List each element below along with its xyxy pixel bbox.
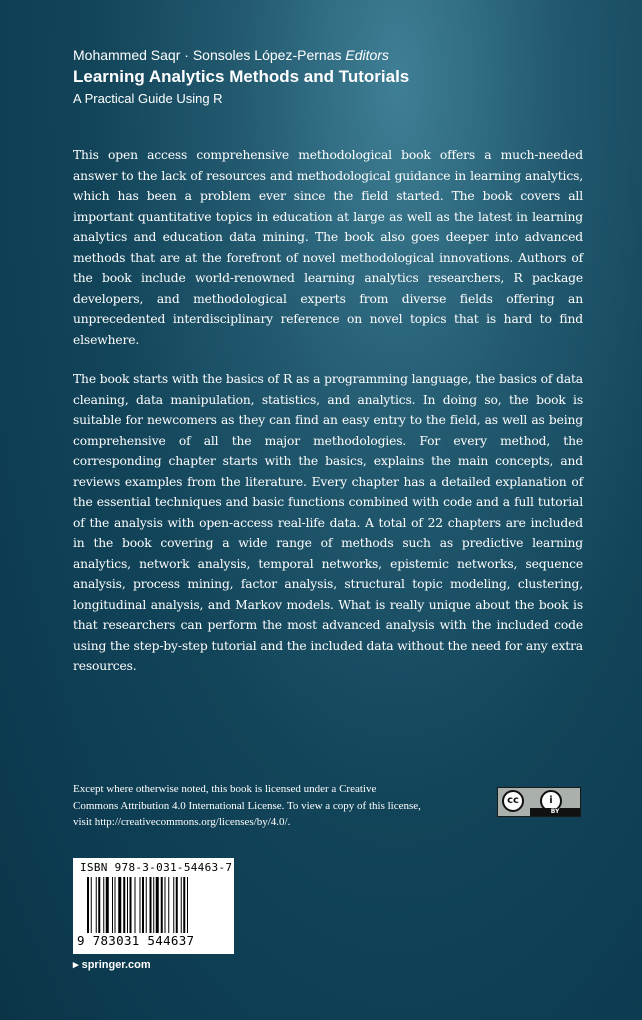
barcode-bar [173, 877, 174, 933]
barcode-bar [130, 877, 132, 933]
barcode-bar [87, 877, 89, 933]
barcode-bar [150, 877, 152, 933]
barcode-bar [123, 877, 125, 933]
editors-names: Mohammed Saqr · Sonsoles López-Pernas [73, 47, 342, 63]
barcode-bar [135, 877, 136, 933]
barcode-bar [91, 877, 92, 933]
blurb-paragraph-1: This open access comprehensive methodological book offers a much-needed answer to the lack of resources and methodological guidance in learning analytics, which has been a problem ever since the field started. The book covers all important quantitative topics in education at large as well as the latest in learning analytics and education data mining. The book also goes deeper into advanced methods that are at the forefront of novel methodological innovations. Authors of the book include world-renowned learning analytics researchers, R package developers, and methodological experts from diverse fields offering an unprecedented interdisciplinary reference on novel topics that is hard to find elsewhere. [73, 148, 583, 347]
isbn-barcode [73, 858, 234, 954]
by-label: BY [530, 808, 580, 816]
barcode-bar [103, 877, 104, 933]
barcode-bar [96, 877, 97, 933]
editors-role: Editors [345, 47, 389, 63]
barcode-bar [156, 877, 159, 933]
editors-line [73, 46, 593, 64]
barcode-bars [87, 877, 223, 933]
barcode-bar [142, 877, 144, 933]
barcode-bar [181, 877, 182, 933]
barcode-bar [118, 877, 121, 933]
barcode-bar [176, 877, 178, 933]
book-subtitle: A Practical Guide Using R [73, 91, 223, 106]
blurb-paragraph-2: The book starts with the basics of R as a programming language, the basics of data cleaning, data manipulation, statistics, and analytics. In doing so, the book is suitable for newcomers as they can find an easy entry to the field, as well as being comprehensive of all the major methodologies. For every method, the corresponding chapter starts with the basics, explains the main concepts, and reviews examples from the literature. Every chapter has a detailed explanation of the essential techniques and basic functions combined with code and a full tutorial of the analysis with open-access real-life data. A total of 22 chapters are included in the book covering a wide range of methods such as predictive learning analytics, network analysis, temporal networks, epistemic networks, sequence analysis, process mining, factor analysis, structural topic modeling, clustering, longitudinal analysis, and Markov models. What is really unique about the book is that researchers can perform the most advanced analysis with the included code using the step-by-step tutorial and the included data without the need for any extra resources. [73, 372, 583, 673]
back-cover-blurb [73, 145, 583, 677]
barcode-bar [146, 877, 147, 933]
barcode-digits: 9 783031 544637 [77, 933, 195, 948]
barcode-bar [106, 877, 109, 933]
barcode-bar [127, 877, 128, 933]
isbn-label: ISBN 978-3-031-54463-7 [80, 861, 233, 874]
springer-link[interactable]: ▸ springer.com [73, 959, 151, 971]
license-notice: Except where otherwise noted, this book is licensed under a Creative Commons Attribution 4.0 International License. To view a copy of this license, visit http://creativecommons.org/licenses/by/4.0/. [73, 783, 421, 828]
book-title: Learning Analytics Methods and Tutorials [73, 67, 410, 86]
barcode-bar [161, 877, 163, 933]
barcode-bar [168, 877, 169, 933]
barcode-bar [165, 877, 166, 933]
barcode-bar [140, 877, 141, 933]
barcode-bar [187, 877, 188, 933]
cc-icon: cc [502, 790, 524, 812]
barcode-bar [183, 877, 185, 933]
cover-header [73, 46, 593, 107]
barcode-bar [115, 877, 116, 933]
barcode-bar [153, 877, 154, 933]
barcode-bar [98, 877, 100, 933]
cc-by-license-badge [497, 787, 581, 817]
barcode-bar [112, 877, 113, 933]
attribution-icon: i [540, 790, 562, 812]
